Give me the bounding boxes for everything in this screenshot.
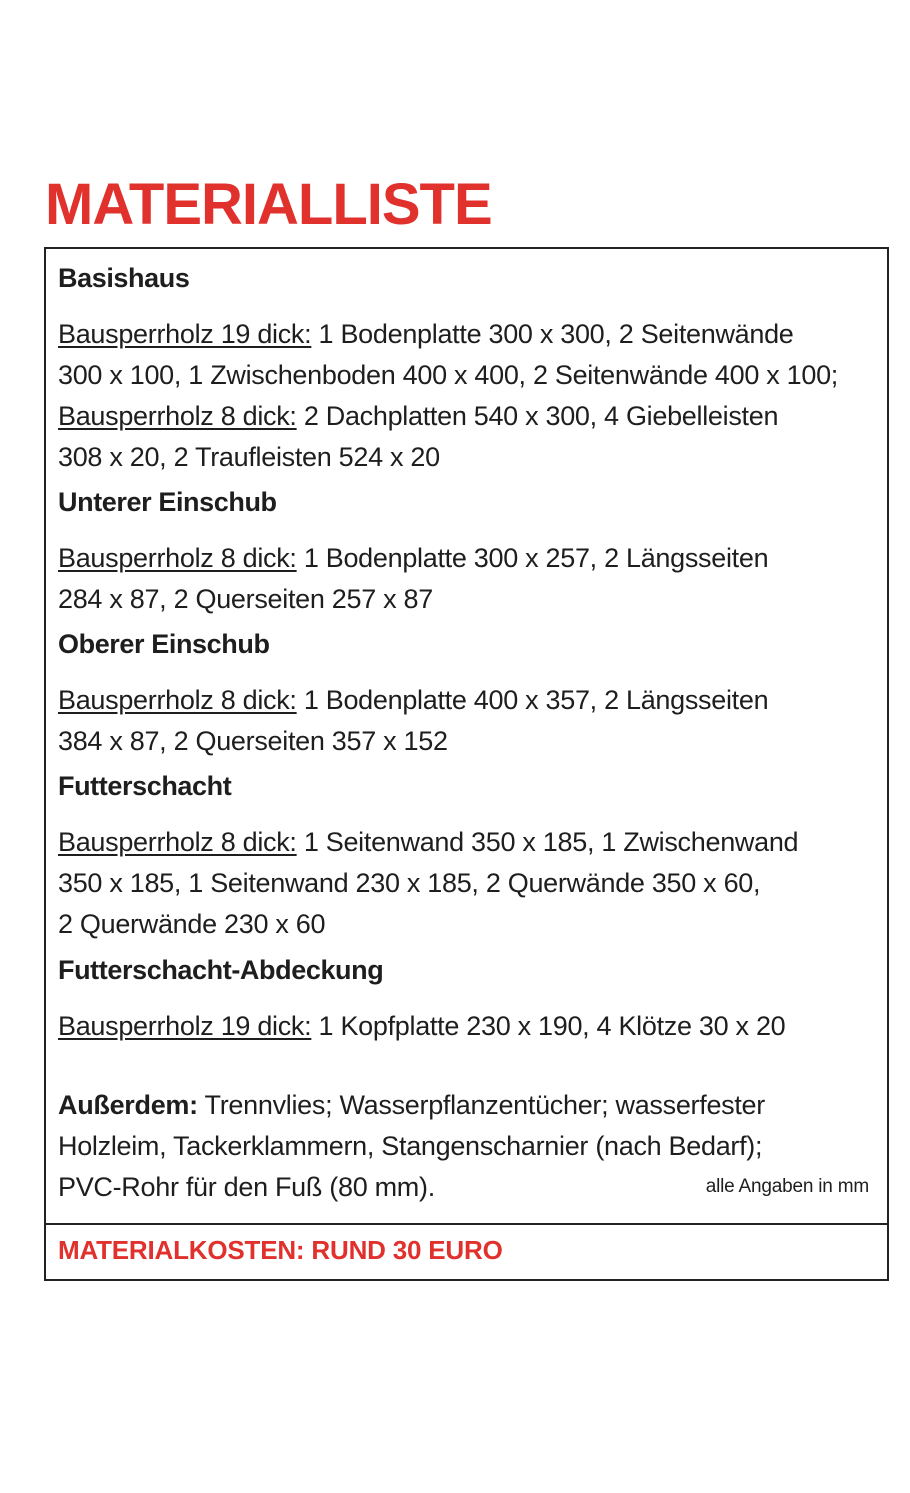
section-futterschacht [58,771,875,945]
material-parts: 300 x 100, 1 Zwischenboden 400 x 400, 2 Seitenwände 400 x 100; [58,360,838,390]
material-parts: 1 Kopfplatte 230 x 190, 4 Klötze 30 x 20 [311,1011,786,1041]
extra-line [58,1085,875,1126]
material-list-box [44,247,889,1281]
section-oberer-einschub [58,629,875,762]
material-parts: 2 Querwände 230 x 60 [58,909,326,939]
material-name: Bausperrholz 8 dick: [58,543,297,573]
extra-lead: Außerdem: [58,1090,198,1120]
units-note: alle Angaben in mm [705,1176,869,1197]
section-line [58,721,875,762]
section-line [58,1006,875,1047]
section-heading: Futterschacht-Abdeckung [58,955,384,985]
section-line [58,822,875,863]
page-title: MATERIALLISTE [45,172,492,237]
section-heading: Unterer Einschub [58,487,277,517]
material-parts: 2 Dachplatten 540 x 300, 4 Giebelleisten [296,401,779,431]
material-parts: 1 Seitenwand 350 x 185, 1 Zwischenwand [296,827,799,857]
extra-line: PVC-Rohr für den Fuß (80 mm). [58,1172,435,1202]
section-line [58,355,875,396]
extra-line: Holzleim, Tackerklammern, Stangenscharnier (nach Bedarf); [58,1131,763,1161]
section-line [58,396,875,437]
section-heading: Basishaus [58,263,190,293]
material-parts: 1 Bodenplatte 400 x 357, 2 Längsseiten [296,685,769,715]
section-line [58,904,875,945]
divider [46,1223,887,1225]
section-line [58,437,875,478]
section-line [58,680,875,721]
section-line [58,579,875,620]
section-basishaus [58,263,875,478]
material-name: Bausperrholz 8 dick: [58,401,297,431]
material-parts: 1 Bodenplatte 300 x 257, 2 Längsseiten [296,543,769,573]
section-line [58,538,875,579]
material-name: Bausperrholz 8 dick: [58,827,297,857]
material-name: Bausperrholz 19 dick: [58,319,312,349]
extra-text: Trennvlies; Wasserpflanzentücher; wasserfester [197,1090,765,1120]
section-heading: Futterschacht [58,771,232,801]
material-name: Bausperrholz 19 dick: [58,1011,312,1041]
section-line [58,314,875,355]
material-parts: 308 x 20, 2 Traufleisten 524 x 20 [58,442,440,472]
material-cost: MATERIALKOSTEN: RUND 30 EURO [58,1235,503,1265]
section-heading: Oberer Einschub [58,629,270,659]
material-parts: 1 Bodenplatte 300 x 300, 2 Seitenwände [311,319,794,349]
material-name: Bausperrholz 8 dick: [58,685,297,715]
section-unterer-einschub [58,487,875,620]
section-line [58,863,875,904]
section-futterschacht-abdeckung [58,955,875,1047]
material-parts: 384 x 87, 2 Querseiten 357 x 152 [58,726,448,756]
material-parts: 350 x 185, 1 Seitenwand 230 x 185, 2 Querwände 350 x 60, [58,868,761,898]
material-parts: 284 x 87, 2 Querseiten 257 x 87 [58,584,433,614]
